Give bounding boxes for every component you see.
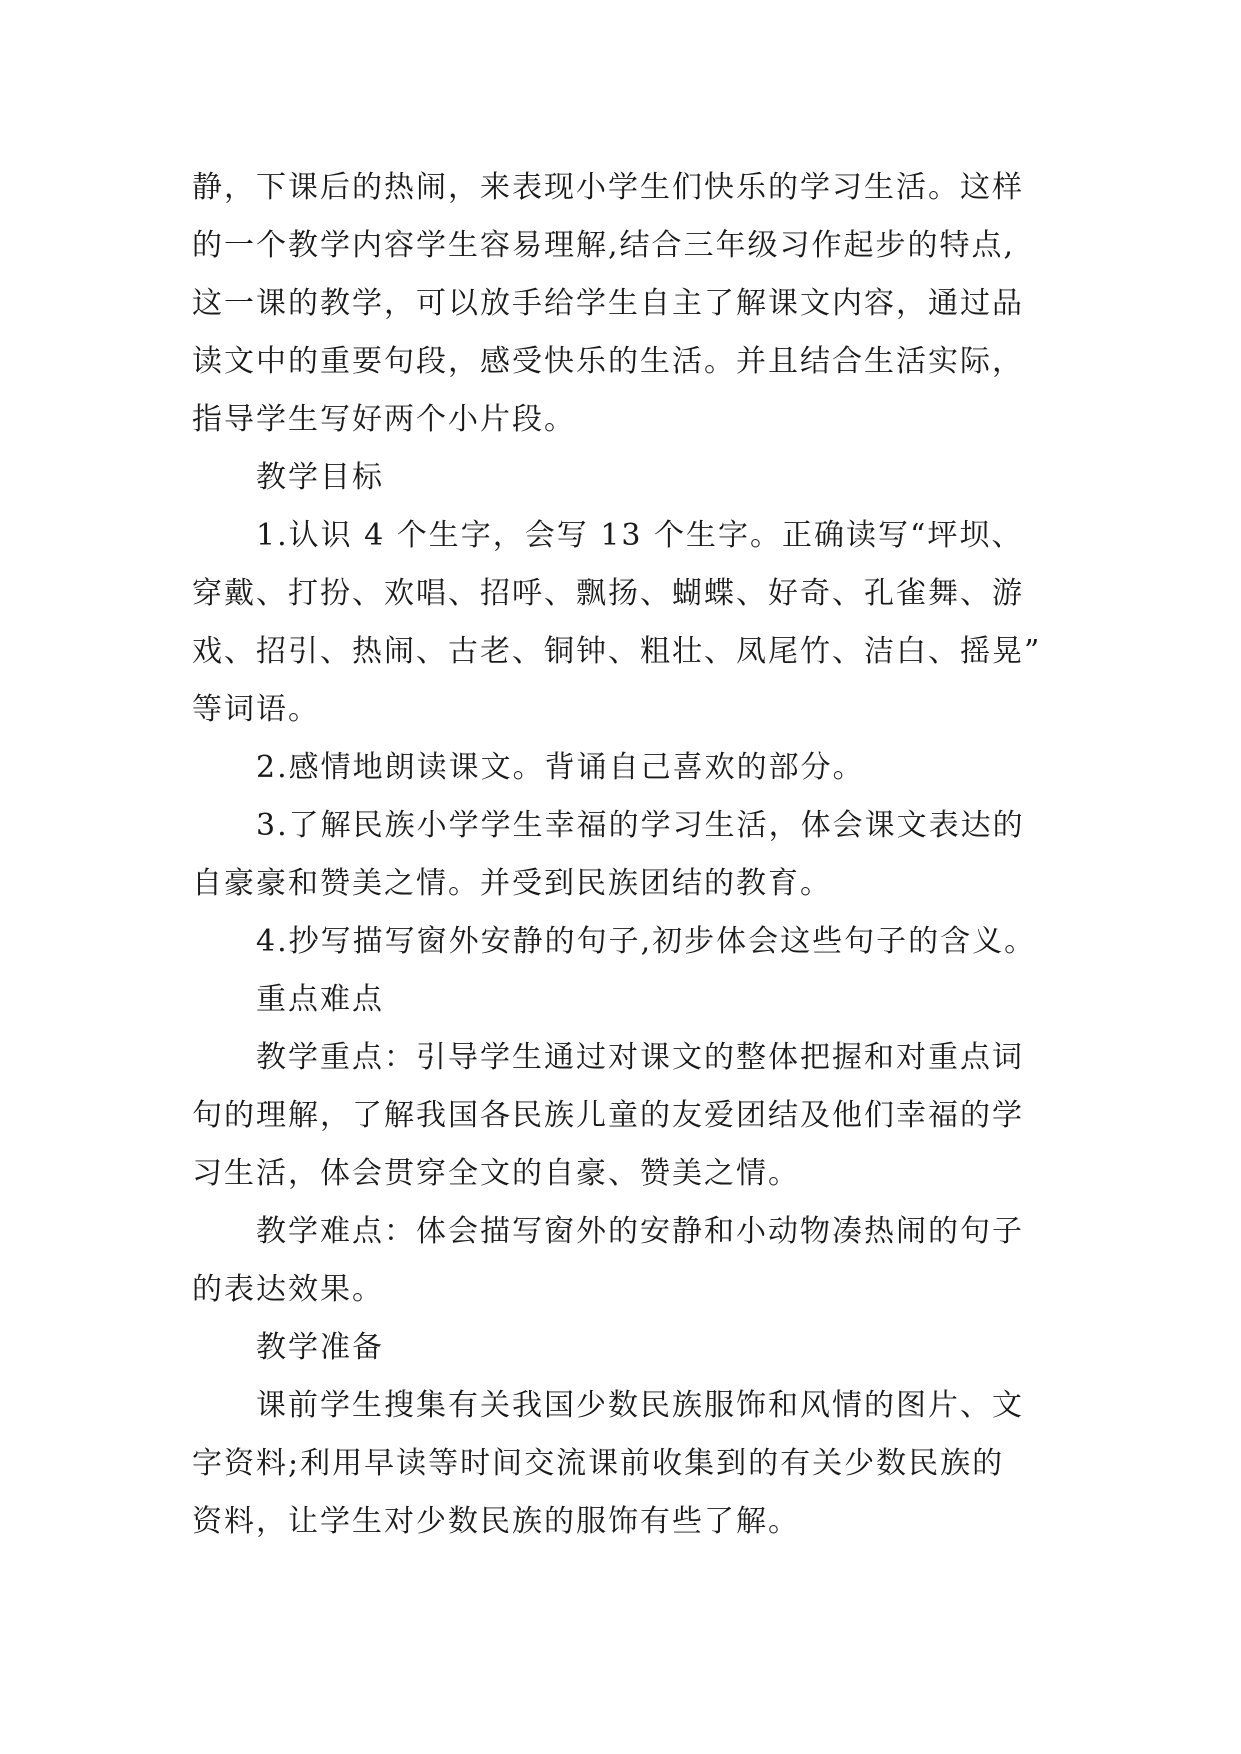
difficulty-line: 的表达效果。: [192, 1272, 384, 1307]
paragraph-line: 静，下课后的热闹，来表现小学生们快乐的学习生活。这样: [192, 170, 1024, 205]
preparation-line: 资料，让学生对少数民族的服饰有些了解。: [192, 1504, 800, 1539]
section-heading-goals: 教学目标: [256, 460, 384, 495]
paragraph-line: 读文中的重要句段，感受快乐的生活。并且结合生活实际，: [192, 344, 1024, 379]
goal-item-1-line: 戏、招引、热闹、古老、铜钟、粗壮、凤尾竹、洁白、摇晃”: [192, 634, 1042, 669]
difficulty-paragraph: 教学难点：体会描写窗外的安静和小动物凑热闹的句子: [256, 1214, 1024, 1249]
goal-item-1-line: 穿戴、打扮、欢唱、招呼、飘扬、蝴蝶、好奇、孔雀舞、游: [192, 576, 1024, 611]
goal-item-4: 4.抄写描写窗外安静的句子,初步体会这些句子的含义。: [256, 924, 1037, 959]
key-point-line: 句的理解，了解我国各民族儿童的友爱团结及他们幸福的学: [192, 1098, 1024, 1133]
key-point-paragraph: 教学重点：引导学生通过对课文的整体把握和对重点词: [256, 1040, 1024, 1075]
goal-item-2: 2.感情地朗读课文。背诵自己喜欢的部分。: [256, 750, 865, 785]
preparation-line: 字资料;利用早读等时间交流课前收集到的有关少数民族的: [192, 1446, 1005, 1481]
key-point-line: 习生活，体会贯穿全文的自豪、赞美之情。: [192, 1156, 800, 1191]
goal-item-1: 1.认识 4 个生字，会写 13 个生字。正确读写“坪坝、: [256, 518, 1024, 553]
section-heading-key-points: 重点难点: [256, 982, 384, 1017]
goal-item-3-line: 自豪豪和赞美之情。并受到民族团结的教育。: [192, 866, 832, 901]
goal-item-1-line: 等词语。: [192, 692, 320, 727]
section-heading-preparation: 教学准备: [256, 1330, 384, 1365]
preparation-paragraph: 课前学生搜集有关我国少数民族服饰和风情的图片、文: [256, 1388, 1024, 1423]
paragraph-line: 指导学生写好两个小片段。: [192, 402, 576, 437]
paragraph-line: 的一个教学内容学生容易理解,结合三年级习作起步的特点,: [192, 228, 1016, 263]
goal-item-3: 3.了解民族小学学生幸福的学习生活，体会课文表达的: [256, 808, 1025, 843]
paragraph-line: 这一课的教学，可以放手给学生自主了解课文内容，通过品: [192, 286, 1024, 321]
